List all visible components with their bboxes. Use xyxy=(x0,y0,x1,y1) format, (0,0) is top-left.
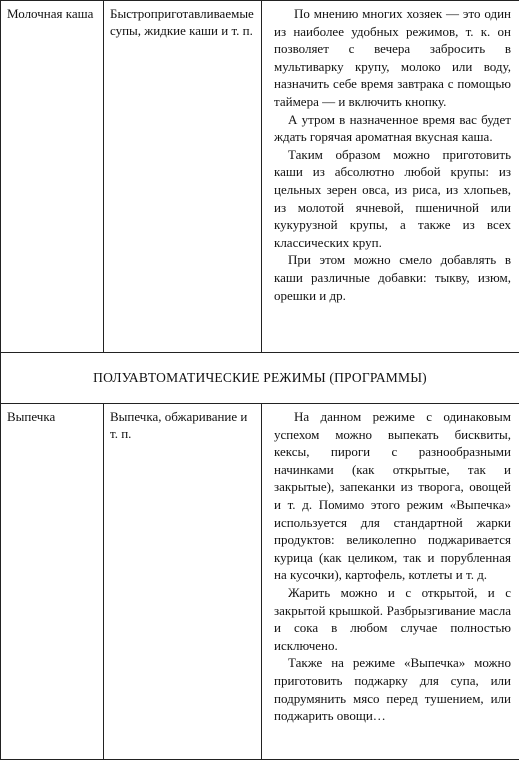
table-row xyxy=(1,1,519,353)
mode-purpose: Выпечка, обжаривание и т. п. xyxy=(110,409,248,441)
description-cell xyxy=(262,1,519,353)
description-paragraph: На данном режиме с одинаковым успехом можно выпекать бисквиты, кексы, пироги с разнообразными начинками (как открытые, так и закрытые), запеканки из творога, овощей и т. д. Помимо этого режим «Выпечка» используется для стандартной жарки продуктов: великолепно поджаривается курица (как целиком, так и порубленная на кусочки), картофель, котлеты и т. д. xyxy=(274,409,511,583)
description-paragraph: Жарить можно и с открытой, и с закрытой крышкой. Разбрызгивание масла и сока в любом случае полностью исключено. xyxy=(274,584,511,653)
mode-description xyxy=(262,404,519,731)
description-paragraph: Также на режиме «Выпечка» можно приготовить поджарку для супа, или подрумянить мясо перед тушением, или поджарить овощи… xyxy=(274,655,511,724)
description-paragraph: А утром в назначенное время вас будет ждать горячая ароматная вкусная каша. xyxy=(274,111,511,145)
mode-name: Молочная каша xyxy=(7,6,94,21)
mode-cell xyxy=(1,1,104,353)
table-row xyxy=(1,404,519,760)
description-paragraph: По мнению многих хозяек — это один из наиболее удобных режимов, т. к. он позволяет с вечера забросить в мультиварку крупу, молоко или воду, назначить себе время завтрака с помощью таймера — и включить кнопку. xyxy=(274,6,511,109)
purpose-cell xyxy=(104,1,262,353)
section-title: ПОЛУАВТОМАТИЧЕСКИЕ РЕЖИМЫ (ПРОГРАММЫ) xyxy=(93,370,427,385)
description-cell xyxy=(262,404,519,760)
mode-cell xyxy=(1,404,104,760)
section-header-cell xyxy=(1,353,519,404)
description-paragraph: При этом можно смело добавлять в каши различные добавки: тыкву, изюм, орешки и др. xyxy=(274,252,511,303)
section-header-row xyxy=(1,353,519,404)
mode-purpose: Быстроприготавливаемые супы, жидкие каши и т. п. xyxy=(110,6,254,38)
mode-description xyxy=(262,1,519,310)
mode-name: Выпечка xyxy=(7,409,56,424)
description-paragraph: Таким образом можно приготовить каши из абсолютно любой крупы: из цельных зерен овса, из риса, из хлопьев, из молотой ячневой, пшеничной или кукурузной крупы, а также из всех классических круп. xyxy=(274,146,511,250)
purpose-cell xyxy=(104,404,262,760)
